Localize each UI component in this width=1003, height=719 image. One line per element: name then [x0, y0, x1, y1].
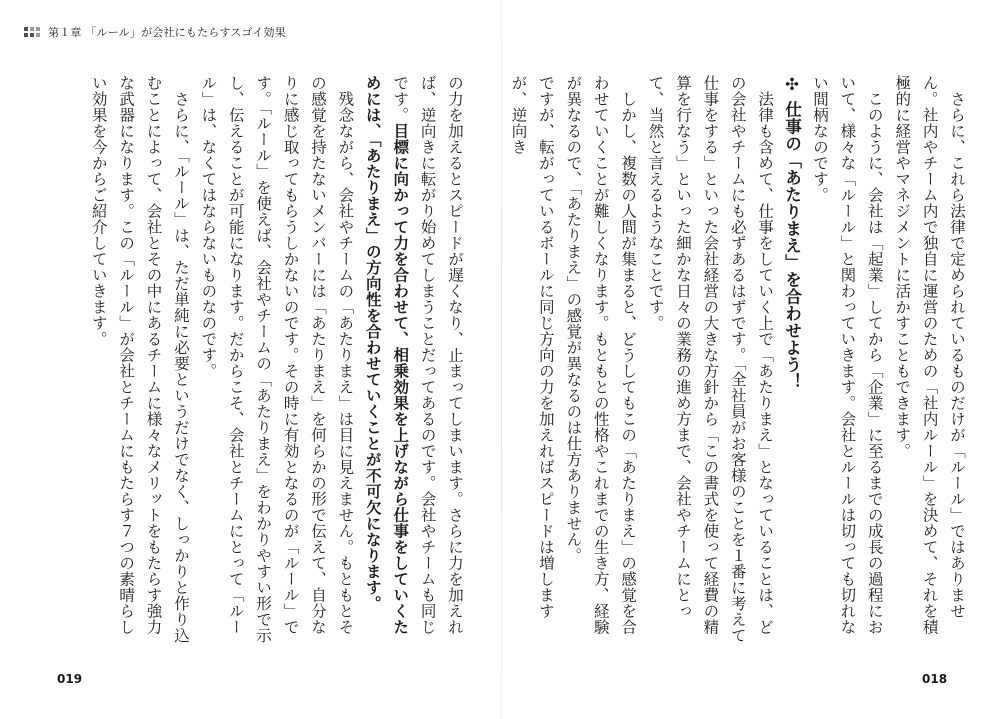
- chapter-mark-icon: [24, 27, 40, 37]
- emphasis-text: 目標に向かって力を合わせて、相乗効果を上げながら仕事をしていくためには、「あたりまえ」の方向性を合わせていくことが不可欠になります。: [363, 75, 410, 635]
- page-018-text: [509, 75, 970, 645]
- page-number-right: 018: [922, 672, 948, 686]
- page-number-left: 019: [57, 672, 83, 686]
- paragraph: [358, 75, 468, 645]
- paragraph: 法律も含めて、仕事をしていく上で「あたりまえ」となっていることは、どの会社やチームにも必ずあるはずです。「全社員がお客様のことを１番に考えて仕事をする」といった会社経営の大きな方針から「この書式を使って経費の精算を行なう」といった細かな日々の業務の進め方まで、会社やチームにとって、当然と言えるようなことです。: [646, 75, 775, 644]
- paragraph: しかし、複数の人間が集まると、どうしてもこの「あたりまえ」の感覚を合わせていくことが難しくなります。もともとの性格やこれまでの生き方、経験が異なるので、「あたりまえ」の感覚が異なるのは仕方ありません。: [564, 75, 638, 635]
- running-header: [24, 24, 286, 40]
- paragraph: 残念ながら、会社やチームの「あたりまえ」は目に見えません。もともとその感覚を持たないメンバーには「あたりまえ」を何らかの形で伝えて、自分なりに感じ取ってもらうしかないのです。その時に有効となるのが「ルール」です。「ルール」を使えば、会社やチームの「あたりまえ」をわかりやすい形で示し、伝えることが可能になります。だからこそ、会社とチームにとって「ルール」は、なくてはならないものなのです。: [199, 75, 355, 644]
- page-019-text: [52, 75, 468, 645]
- paragraph: このように、会社は「起業」してから「企業」に至るまでの成長の過程において、様々な「ルール」と関わっていきます。会社とルールは切っても切れない間柄なのです。: [810, 75, 884, 635]
- section-heading: ✣ 仕事の「あたりまえ」を合わせよう！: [782, 75, 802, 390]
- paragraph: ですが、転がっているボールに同じ方向の力を加えればスピードは増しますが、逆向き: [509, 75, 555, 619]
- book-spine: [501, 0, 502, 719]
- paragraph: さらに、「ルール」は、ただ単純に必要というだけでなく、しっかりと作り込むことによって、会社とその中にあるチームに様々なメリットをもたらす強力な武器になります。この「ルール」が会社とチームにもたらす７つの素晴らしい効果を今からご紹介していきます。: [89, 75, 190, 643]
- chapter-title: 第１章 「ルール」が会社にもたらすスゴイ効果: [48, 26, 286, 39]
- paragraph: さらに、これら法律で定められているものだけが「ルール」ではありません。社内やチーム内で独自に運営のための「社内ルール」を決めて、それを積極的に経営やマネジメントに活かすこともできます。: [893, 75, 966, 635]
- paragraph-text: の力を加えるとスピードが遅くなり、止まってしまいます。さらに力を加えれば、逆向きに転がり始めてしまうことだってあるのです。会社やチームも同じです。: [391, 75, 464, 635]
